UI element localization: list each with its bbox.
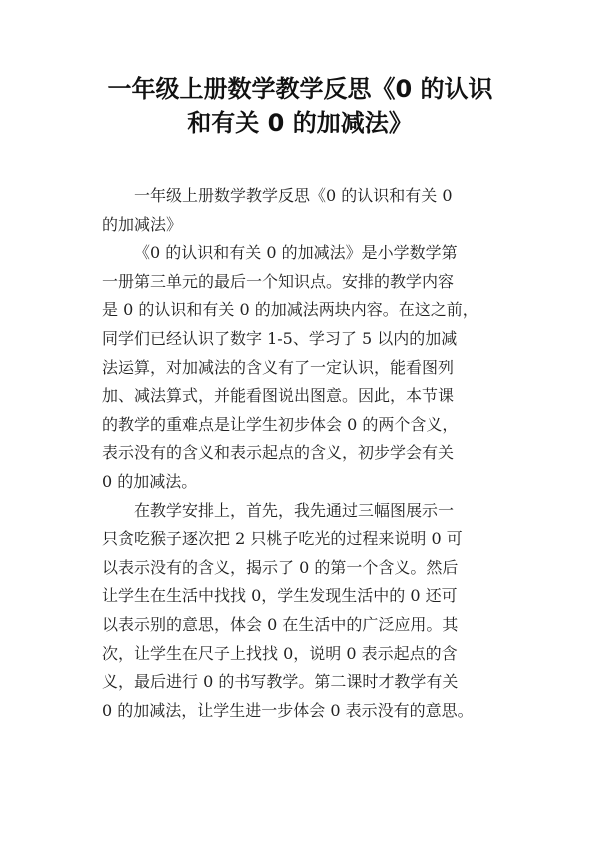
document-title [0, 72, 600, 140]
title-line-1: 一年级上册数学教学反思《0 的认识 [107, 75, 493, 103]
text-line: 在教学安排上，首先，我先通过三幅图展示一 [134, 500, 455, 520]
text-line: 的教学的重难点是让学生初步体会 0 的两个含义， [102, 414, 459, 434]
text-line: 次，让学生在尺子上找找 0，说明 0 表示起点的含 [102, 643, 458, 663]
text-line: 法运算，对加减法的含义有了一定认识，能看图列 [102, 357, 455, 377]
text-line: 《0 的认识和有关 0 的加减法》是小学数学第 [134, 243, 458, 263]
text-line: 加、减法算式，并能看图说出图意。因此，本节课 [102, 386, 455, 406]
title-line-2: 和有关 0 的加减法》 [187, 109, 413, 137]
paragraph-3 [102, 497, 516, 726]
paragraph-1 [102, 182, 516, 239]
text-line: 的加减法》 [102, 214, 183, 234]
document-body [102, 182, 516, 725]
text-line: 同学们已经认识了数字 1-5、学习了 5 以内的加减 [102, 328, 458, 348]
text-line: 0 的加减法。 [102, 471, 198, 491]
paragraph-2 [102, 239, 516, 496]
text-line: 只贪吃猴子逐次把 2 只桃子吃光的过程来说明 0 可 [102, 529, 463, 549]
text-line: 义，最后进行 0 的书写教学。第二课时才教学有关 [102, 672, 459, 692]
text-line: 让学生在生活中找找 0，学生发现生活中的 0 还可 [102, 586, 458, 606]
text-line: 一册第三单元的最后一个知识点。安排的教学内容 [102, 271, 455, 291]
text-line: 是 0 的认识和有关 0 的加减法两块内容。在这之前， [102, 300, 479, 320]
text-line: 表示没有的含义和表示起点的含义，初步学会有关 [102, 443, 455, 463]
text-line: 0 的加减法，让学生进一步体会 0 表示没有的意思。 [102, 700, 474, 720]
text-line: 以表示别的意思，体会 0 在生活中的广泛应用。其 [102, 614, 459, 634]
text-line: 一年级上册数学教学反思《0 的认识和有关 0 [134, 186, 453, 205]
text-line: 以表示没有的含义，揭示了 0 的第一个含义。然后 [102, 557, 459, 577]
